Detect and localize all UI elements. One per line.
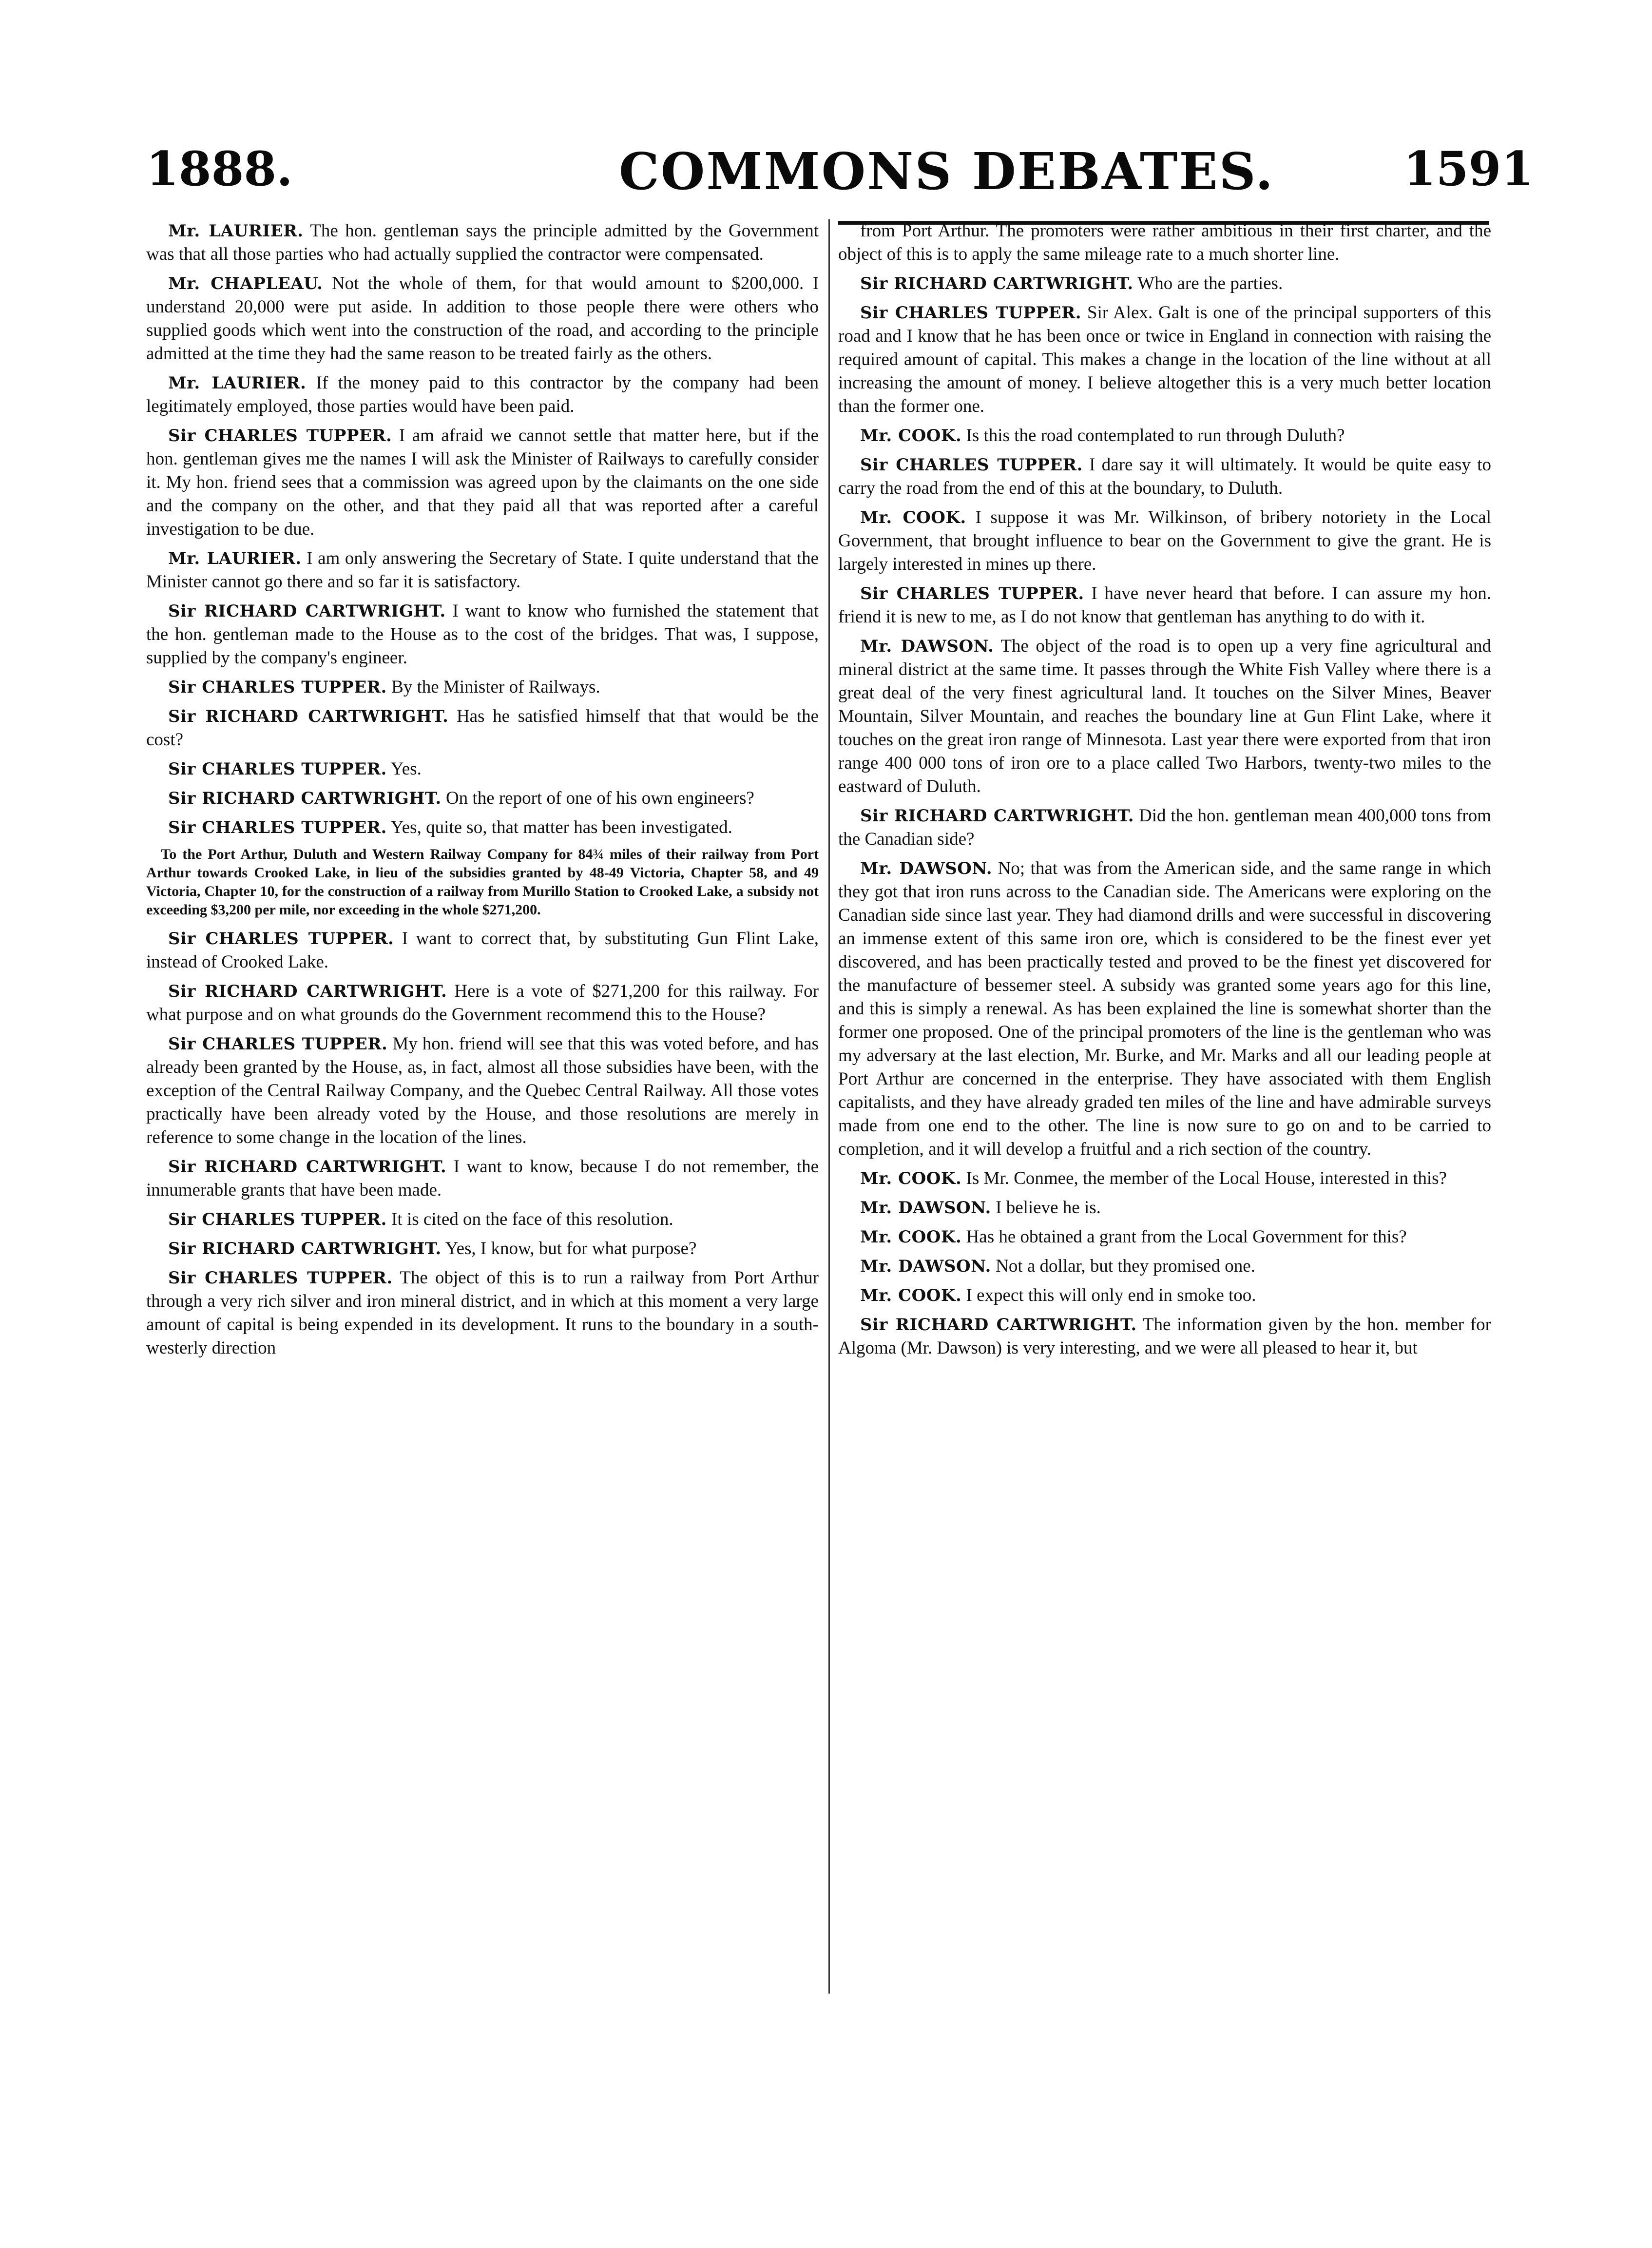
speaker-name: Sir CHARLES TUPPER. bbox=[168, 929, 394, 949]
speech-paragraph bbox=[146, 600, 819, 670]
speech-paragraph bbox=[146, 1208, 819, 1231]
left-column bbox=[146, 219, 819, 1366]
speech-paragraph bbox=[146, 272, 819, 366]
right-column-speeches bbox=[838, 219, 1491, 1360]
speech-text: It is cited on the face of this resolution. bbox=[391, 1209, 673, 1229]
speech-paragraph bbox=[838, 857, 1491, 1161]
speech-paragraph bbox=[146, 757, 819, 781]
speech-text: I am only answering the Secretary of State. I quite understand that the Minister cannot go there and so far it is satisfactory. bbox=[146, 548, 819, 592]
header-title: COMMONS DEBATES. bbox=[619, 141, 1275, 201]
speech-text: My hon. friend will see that this was voted before, and has already been granted by the House, as, in fact, almost all those subsidies have been, with the exception of the Central Railway Company, and the Quebec Central Railway. All those votes practically have been already voted by the House, and those resolutions are merely in reference to some change in the location of the lines. bbox=[146, 1034, 819, 1147]
speech-text: The hon. gentleman says the principle admitted by the Government was that all those parties who had actually supplied the contractor were compensated. bbox=[146, 221, 819, 264]
speech-text: I want to know who furnished the statement that the hon. gentleman made to the House as to the cost of the bridges. That was, I suppose, supplied by the company's engineer. bbox=[146, 601, 819, 668]
speech-paragraph bbox=[838, 1167, 1491, 1190]
speaker-name: Sir CHARLES TUPPER. bbox=[168, 1210, 387, 1229]
speaker-name: Mr. CHAPLEAU. bbox=[168, 274, 323, 293]
speech-text: The information given by the hon. member for Algoma (Mr. Dawson) is very interesting, and we were all pleased to hear it, but bbox=[838, 1315, 1491, 1358]
speaker-name: Sir CHARLES TUPPER. bbox=[168, 426, 392, 446]
speech-text: By the Minister of Railways. bbox=[391, 677, 600, 697]
speaker-name: Sir RICHARD CARTWRIGHT. bbox=[860, 806, 1134, 826]
speaker-name: Mr. DAWSON. bbox=[860, 859, 993, 878]
speech-text: Yes. bbox=[390, 759, 422, 779]
speech-text: I want to know, because I do not remember, the innumerable grants that have been made. bbox=[146, 1157, 819, 1200]
speaker-name: Sir CHARLES TUPPER. bbox=[860, 303, 1082, 323]
speaker-name: Mr. DAWSON. bbox=[860, 1198, 991, 1218]
speaker-name: Mr. COOK. bbox=[860, 1227, 962, 1247]
speaker-name: Sir CHARLES TUPPER. bbox=[860, 455, 1083, 475]
speech-paragraph bbox=[146, 980, 819, 1027]
speech-text: No; that was from the American side, and the same range in which they got that iron runs across to the Canadian side. The Americans were exploring on the Canadian side since last year. They had diamond drills and were successful in discovering an immense extent of this same iron ore, which is considered to be the finest ever yet discovered, and has been practically tested and proved to be the finest yet discovered for the manufacture of bessemer steel. A subsidy was granted some years ago for this line, and this is simply a renewal. As has been explained the line is somewhat shorter than the former one proposed. One of the principal promoters of the line is the gentleman who was my adversary at the last election, Mr. Burke, and Mr. Marks and all our leading people at Port Arthur are concerned in the enterprise. They have associated with them English capitalists, and they have already graded ten miles of the line and have admirable surveys made from one end to the other. The line is now sure to go on and to be carried to completion, and it will develop a fruitful and a rich section of the country. bbox=[838, 858, 1492, 1159]
speech-text: I have never heard that before. I can assure my hon. friend it is new to me, as I do not know that gentleman has anything to do with it. bbox=[838, 583, 1492, 627]
speech-paragraph bbox=[146, 1266, 819, 1360]
speech-paragraph bbox=[838, 506, 1491, 576]
speaker-name: Sir RICHARD CARTWRIGHT. bbox=[860, 1315, 1137, 1335]
speech-text: from Port Arthur. The promoters were rather ambitious in their first charter, and the object of this is to apply the same mileage rate to a much shorter line. bbox=[838, 221, 1491, 264]
speech-paragraph bbox=[146, 547, 819, 594]
speech-paragraph bbox=[146, 371, 819, 418]
speech-paragraph bbox=[838, 1255, 1491, 1278]
speaker-name: Sir CHARLES TUPPER. bbox=[168, 1034, 388, 1054]
speech-paragraph bbox=[838, 424, 1491, 447]
speech-text: The object of this is to run a railway from Port Arthur through a very rich silver and iron mineral district, and in which at this moment a very large amount of capital is being expended in its development. It runs to the boundary in a south-westerly direction bbox=[146, 1268, 819, 1358]
speaker-name: Sir RICHARD CARTWRIGHT. bbox=[168, 982, 447, 1001]
speech-paragraph bbox=[838, 219, 1491, 266]
column-divider bbox=[828, 219, 830, 1994]
speech-text: Has he satisfied himself that that would be the cost? bbox=[146, 706, 819, 750]
speech-paragraph bbox=[146, 816, 819, 839]
left-column-speeches bbox=[146, 219, 819, 839]
speech-paragraph bbox=[146, 787, 819, 810]
speech-text: The object of the road is to open up a very fine agricultural and mineral district at the same time. It passes through the White Fish Valley where there is a great deal of the very finest agricultural land. It touches on the Silver Mines, Beaver Mountain, Silver Mountain, and reaches the boundary line at Gun Flint Lake, where it touches on the great iron range of Minnesota. Last year there were exported from that iron range 400 000 tons of iron ore to a place called Two Harbors, twenty-two miles to the eastward of Duluth. bbox=[838, 636, 1491, 796]
speaker-name: Mr. LAURIER. bbox=[168, 221, 304, 241]
speech-paragraph bbox=[838, 582, 1491, 629]
speech-paragraph bbox=[838, 1225, 1491, 1249]
speaker-name: Sir RICHARD CARTWRIGHT. bbox=[168, 1239, 442, 1259]
speech-text: On the report of one of his own engineers? bbox=[445, 788, 754, 808]
speaker-name: Sir CHARLES TUPPER. bbox=[168, 1268, 393, 1288]
speaker-name: Sir CHARLES TUPPER. bbox=[168, 818, 387, 837]
speech-paragraph bbox=[146, 1237, 819, 1260]
speech-paragraph bbox=[146, 1032, 819, 1149]
speech-text: I expect this will only end in smoke too. bbox=[966, 1285, 1256, 1305]
speech-paragraph bbox=[838, 301, 1491, 418]
speaker-name: Mr. LAURIER. bbox=[168, 549, 302, 568]
speaker-name: Mr. DAWSON. bbox=[860, 637, 994, 656]
speech-paragraph bbox=[146, 927, 819, 974]
speech-text: Sir Alex. Galt is one of the principal supporters of this road and I know that he has been once or twice in England in connection with raising the required amount of capital. This makes a change in the location of the line without at all increasing the amount of money. I believe altogether this is a very much better location than the former one. bbox=[838, 303, 1491, 416]
speaker-name: Sir RICHARD CARTWRIGHT. bbox=[168, 789, 442, 808]
speech-text: Has he obtained a grant from the Local Government for this? bbox=[966, 1227, 1407, 1247]
speech-paragraph bbox=[838, 1313, 1491, 1360]
resolution-text: To the Port Arthur, Duluth and Western Railway Company for 84¾ miles of their railway from Port Arthur towards Crooked Lake, in lieu of the subsidies granted by 48-49 Victoria, Chapter 58, and 49 Victoria, Chapter 10, for the construction of a railway from Murillo Station to Crooked Lake, a subsidy not exceeding $3,200 per mile, nor exceeding in the whole $271,200. bbox=[146, 846, 819, 918]
speaker-name: Mr. LAURIER. bbox=[168, 373, 307, 393]
speaker-name: Sir CHARLES TUPPER. bbox=[168, 759, 387, 779]
speech-paragraph bbox=[838, 453, 1491, 500]
speech-text: I am afraid we cannot settle that matter here, but if the hon. gentleman gives me the names I will ask the Minister of Railways to carefully consider it. My hon. friend sees that a commission was agreed upon by the claimants on the one side and the company on the other, and that they paid all that was reported after a careful investigation to be due. bbox=[146, 426, 819, 539]
speaker-name: Sir RICHARD CARTWRIGHT. bbox=[860, 274, 1133, 293]
speaker-name: Mr. DAWSON. bbox=[860, 1257, 991, 1276]
speech-text: Here is a vote of $271,200 for this railway. For what purpose and on what grounds do the Government recommend this to the House? bbox=[146, 981, 819, 1025]
speech-text: Yes, quite so, that matter has been investigated. bbox=[390, 817, 732, 837]
header-page-number: 1591 bbox=[1403, 141, 1534, 196]
speech-paragraph bbox=[838, 804, 1491, 851]
speech-paragraph bbox=[838, 1284, 1491, 1307]
speech-text: If the money paid to this contractor by the company had been legitimately employed, those parties would have been paid. bbox=[146, 373, 819, 416]
speech-paragraph bbox=[146, 705, 819, 752]
speech-text: I suppose it was Mr. Wilkinson, of bribery notoriety in the Local Government, that brought influence to bear on the Government to give the grant. He is largely interested in mines up there. bbox=[838, 507, 1492, 574]
speech-text: Yes, I know, but for what purpose? bbox=[445, 1239, 697, 1259]
left-column-speeches-after bbox=[146, 927, 819, 1360]
speech-text: I want to correct that, by substituting Gun Flint Lake, instead of Crooked Lake. bbox=[146, 929, 819, 972]
speaker-name: Mr. COOK. bbox=[860, 426, 962, 446]
speaker-name: Sir RICHARD CARTWRIGHT. bbox=[168, 707, 449, 726]
speech-text: Did the hon. gentleman mean 400,000 tons from the Canadian side? bbox=[838, 806, 1492, 849]
speaker-name: Mr. COOK. bbox=[860, 508, 966, 527]
speech-text: I dare say it will ultimately. It would be quite easy to carry the road from the end of this at the boundary, to Duluth. bbox=[838, 455, 1492, 498]
speech-text: I believe he is. bbox=[996, 1198, 1101, 1218]
speech-text: Not a dollar, but they promised one. bbox=[996, 1256, 1255, 1276]
speech-paragraph bbox=[146, 219, 819, 266]
speech-text: Is Mr. Conmee, the member of the Local House, interested in this? bbox=[966, 1168, 1447, 1188]
speaker-name: Mr. COOK. bbox=[860, 1286, 962, 1305]
speech-text: Not the whole of them, for that would amount to $200,000. I understand 20,000 were put aside. In addition to those people there were others who supplied goods which went into the construction of the road, and according to the principle admitted at the time they had the same reason to be treated fairly as the others. bbox=[146, 273, 819, 364]
speech-paragraph bbox=[146, 1155, 819, 1202]
speaker-name: Sir CHARLES TUPPER. bbox=[860, 584, 1084, 603]
speech-paragraph bbox=[146, 676, 819, 699]
speech-paragraph bbox=[146, 424, 819, 541]
speaker-name: Sir RICHARD CARTWRIGHT. bbox=[168, 1157, 447, 1177]
right-column bbox=[838, 219, 1491, 1366]
header-year: 1888. bbox=[146, 141, 293, 196]
speech-text: Is this the road contemplated to run through Duluth? bbox=[966, 426, 1345, 446]
speech-paragraph bbox=[838, 1196, 1491, 1220]
speech-text: Who are the parties. bbox=[1137, 273, 1283, 293]
speaker-name: Sir RICHARD CARTWRIGHT. bbox=[168, 601, 446, 621]
speaker-name: Sir CHARLES TUPPER. bbox=[168, 678, 387, 697]
speaker-name: Mr. COOK. bbox=[860, 1169, 962, 1188]
speech-paragraph bbox=[838, 272, 1491, 295]
speech-paragraph bbox=[838, 635, 1491, 798]
